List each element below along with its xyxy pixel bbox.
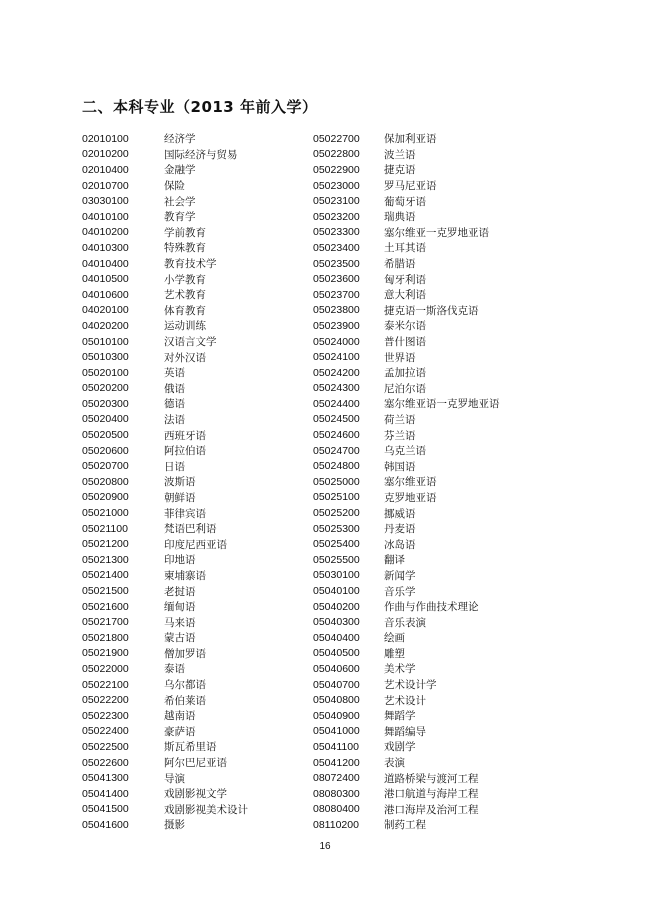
major-name: 戏剧学: [384, 741, 416, 754]
major-name: 朝鲜语: [164, 491, 196, 504]
major-code: 05021300: [82, 553, 129, 566]
major-code: 05022900: [313, 163, 360, 176]
major-row: [313, 786, 500, 802]
major-name: 绘画: [384, 632, 405, 645]
major-row: [313, 692, 500, 708]
major-row: [82, 412, 248, 428]
major-name: 葡萄牙语: [384, 195, 426, 208]
major-name: 土耳其语: [384, 242, 426, 255]
major-row: [82, 193, 248, 209]
major-code: 05020400: [82, 413, 129, 426]
major-row: [313, 474, 500, 490]
major-code: 05021600: [82, 600, 129, 613]
major-code: 05041400: [82, 787, 129, 800]
major-row: [82, 552, 248, 568]
major-code: 02010100: [82, 132, 129, 145]
major-row: [82, 583, 248, 599]
major-code: 04020200: [82, 319, 129, 332]
major-row: [82, 396, 248, 412]
major-code: 05024400: [313, 397, 360, 410]
major-code: 05025300: [313, 522, 360, 535]
major-row: [82, 303, 248, 319]
major-code: 05020700: [82, 460, 129, 473]
major-code: 02010200: [82, 148, 129, 161]
major-row: [82, 630, 248, 646]
major-row: [82, 287, 248, 303]
major-row: [313, 131, 500, 147]
major-name: 老挝语: [164, 585, 196, 598]
major-name: 挪威语: [384, 507, 416, 520]
page-number: 16: [319, 841, 331, 852]
major-code: 05023900: [313, 319, 360, 332]
major-name: 舞蹈学: [384, 710, 416, 723]
major-code: 05023300: [313, 226, 360, 239]
major-code: 05030100: [313, 569, 360, 582]
major-row: [82, 443, 248, 459]
major-row: [82, 147, 248, 163]
major-row: [313, 770, 500, 786]
major-name: 意大利语: [384, 289, 426, 302]
major-row: [313, 209, 500, 225]
major-code: 05040900: [313, 709, 360, 722]
major-row: [313, 739, 500, 755]
major-name: 匈牙利语: [384, 273, 426, 286]
major-code: 05022500: [82, 740, 129, 753]
major-name: 希腊语: [384, 258, 416, 271]
major-name: 音乐学: [384, 585, 416, 598]
major-code: 05025500: [313, 553, 360, 566]
major-code: 05040800: [313, 694, 360, 707]
major-code: 05020900: [82, 491, 129, 504]
major-name: 学前教育: [164, 226, 206, 239]
major-name: 缅甸语: [164, 601, 196, 614]
major-row: [313, 755, 500, 771]
major-name: 乌克兰语: [384, 445, 426, 458]
major-name: 运动训练: [164, 320, 206, 333]
major-name: 艺术设计: [384, 694, 426, 707]
major-name: 英语: [164, 367, 185, 380]
major-name: 印地语: [164, 554, 196, 567]
major-name: 蒙古语: [164, 632, 196, 645]
major-name: 金融学: [164, 164, 196, 177]
major-code: 05010100: [82, 335, 129, 348]
major-row: [313, 536, 500, 552]
major-name: 戏剧影视美术设计: [164, 803, 248, 816]
major-code: 05023800: [313, 304, 360, 317]
major-name: 塞尔维亚一克罗地亚语: [384, 226, 489, 239]
major-row: [82, 692, 248, 708]
major-name: 艺术教育: [164, 289, 206, 302]
major-name: 教育学: [164, 211, 196, 224]
major-row: [82, 209, 248, 225]
major-code: 05020600: [82, 444, 129, 457]
major-row: [313, 162, 500, 178]
major-row: [313, 552, 500, 568]
major-code: 04010300: [82, 241, 129, 254]
major-code: 08110200: [313, 818, 359, 831]
major-row: [313, 271, 500, 287]
major-name: 克罗地亚语: [384, 491, 437, 504]
major-name: 菲律宾语: [164, 507, 206, 520]
major-code: 05021900: [82, 647, 129, 660]
major-name: 美术学: [384, 663, 416, 676]
major-row: [82, 724, 248, 740]
major-row: [313, 708, 500, 724]
major-code: 05024000: [313, 335, 360, 348]
major-name: 特殊教育: [164, 242, 206, 255]
major-name: 梵语巴利语: [164, 523, 217, 536]
major-name: 世界语: [384, 351, 416, 364]
major-name: 艺术设计学: [384, 679, 437, 692]
major-row: [313, 334, 500, 350]
major-name: 戏剧影视文学: [164, 788, 227, 801]
major-name: 舞蹈编导: [384, 725, 426, 738]
major-code: 05024700: [313, 444, 360, 457]
major-row: [313, 396, 500, 412]
major-name: 希伯莱语: [164, 694, 206, 707]
major-code: 05021200: [82, 538, 129, 551]
major-code: 03030100: [82, 195, 129, 208]
major-name: 塞尔维亚语: [384, 476, 437, 489]
major-name: 阿尔巴尼亚语: [164, 757, 227, 770]
section-heading: 二、本科专业（2013 年前入学）: [82, 98, 318, 116]
major-row: [313, 412, 500, 428]
major-code: 05022000: [82, 662, 129, 675]
major-code: 05021000: [82, 507, 129, 520]
major-name: 波斯语: [164, 476, 196, 489]
major-name: 作曲与作曲技术理论: [384, 601, 479, 614]
major-name: 保加利亚语: [384, 133, 437, 146]
major-name: 丹麦语: [384, 523, 416, 536]
major-row: [82, 708, 248, 724]
major-row: [313, 599, 500, 615]
major-name: 芬兰语: [384, 429, 416, 442]
major-row: [82, 349, 248, 365]
major-row: [82, 786, 248, 802]
major-code: 05023100: [313, 195, 360, 208]
major-row: [313, 521, 500, 537]
right-column: [313, 131, 500, 833]
major-row: [313, 568, 500, 584]
major-code: 05021700: [82, 616, 129, 629]
major-code: 05041000: [313, 725, 360, 738]
major-row: [82, 178, 248, 194]
major-name: 制药工程: [384, 819, 426, 832]
major-row: [313, 646, 500, 662]
major-code: 02010700: [82, 179, 129, 192]
major-row: [313, 178, 500, 194]
major-code: 05024500: [313, 413, 360, 426]
major-name: 泰语: [164, 663, 185, 676]
major-row: [82, 599, 248, 615]
major-code: 05023400: [313, 241, 360, 254]
major-row: [82, 474, 248, 490]
major-code: 04010400: [82, 257, 129, 270]
major-code: 05020100: [82, 366, 129, 379]
major-code: 08080300: [313, 787, 360, 800]
major-code: 05023500: [313, 257, 360, 270]
major-code: 05024200: [313, 366, 360, 379]
major-row: [313, 677, 500, 693]
major-name: 僧加罗语: [164, 647, 206, 660]
major-name: 社会学: [164, 195, 196, 208]
major-code: 05024600: [313, 429, 360, 442]
major-name: 塞尔维亚语一克罗地亚语: [384, 398, 500, 411]
major-name: 西班牙语: [164, 429, 206, 442]
major-name: 体育教育: [164, 304, 206, 317]
major-code: 04020100: [82, 304, 129, 317]
major-name: 导演: [164, 772, 185, 785]
major-name: 瑞典语: [384, 211, 416, 224]
major-row: [82, 225, 248, 241]
major-code: 05020500: [82, 429, 129, 442]
major-code: 04010600: [82, 288, 129, 301]
major-name: 荷兰语: [384, 413, 416, 426]
major-code: 05025200: [313, 507, 360, 520]
major-name: 乌尔都语: [164, 679, 206, 692]
major-code: 05023700: [313, 288, 360, 301]
major-row: [313, 505, 500, 521]
major-name: 孟加拉语: [384, 367, 426, 380]
major-name: 马来语: [164, 616, 196, 629]
major-code: 05040200: [313, 600, 360, 613]
major-code: 05041200: [313, 756, 360, 769]
major-name: 斯瓦希里语: [164, 741, 217, 754]
major-row: [313, 318, 500, 334]
major-row: [313, 256, 500, 272]
major-name: 音乐表演: [384, 616, 426, 629]
major-name: 尼泊尔语: [384, 382, 426, 395]
major-name: 翻译: [384, 554, 405, 567]
major-name: 印度尼西亚语: [164, 538, 227, 551]
major-row: [313, 817, 500, 833]
major-code: 04010100: [82, 210, 129, 223]
major-code: 05020800: [82, 475, 129, 488]
major-code: 05022800: [313, 148, 360, 161]
major-name: 普什图语: [384, 336, 426, 349]
major-name: 捷克语一斯洛伐克语: [384, 304, 479, 317]
major-row: [313, 381, 500, 397]
major-name: 港口航道与海岸工程: [384, 788, 479, 801]
major-name: 新闻学: [384, 569, 416, 582]
major-row: [313, 365, 500, 381]
major-name: 雕塑: [384, 647, 405, 660]
major-row: [82, 614, 248, 630]
major-name: 表演: [384, 757, 405, 770]
major-row: [313, 240, 500, 256]
major-code: 05021800: [82, 631, 129, 644]
major-name: 罗马尼亚语: [384, 180, 437, 193]
major-row: [82, 240, 248, 256]
major-code: 05023200: [313, 210, 360, 223]
major-row: [313, 661, 500, 677]
major-row: [313, 303, 500, 319]
major-code: 05022100: [82, 678, 129, 691]
major-row: [313, 724, 500, 740]
major-code: 05024800: [313, 460, 360, 473]
major-name: 柬埔寨语: [164, 569, 206, 582]
major-code: 05021100: [82, 522, 128, 535]
major-row: [82, 458, 248, 474]
major-row: [313, 458, 500, 474]
major-code: 05040700: [313, 678, 360, 691]
major-name: 汉语言文学: [164, 336, 217, 349]
major-row: [82, 271, 248, 287]
major-name: 经济学: [164, 133, 196, 146]
major-code: 05025100: [313, 491, 360, 504]
major-code: 05041300: [82, 772, 129, 785]
major-code: 05020300: [82, 397, 129, 410]
major-code: 08072400: [313, 772, 360, 785]
major-name: 保险: [164, 180, 185, 193]
major-name: 波兰语: [384, 148, 416, 161]
major-row: [313, 147, 500, 163]
major-code: 05040500: [313, 647, 360, 660]
major-code: 04010500: [82, 273, 129, 286]
major-row: [82, 490, 248, 506]
major-code: 05022700: [313, 132, 360, 145]
major-name: 小学教育: [164, 273, 206, 286]
major-row: [82, 318, 248, 334]
major-code: 05040600: [313, 662, 360, 675]
major-row: [82, 381, 248, 397]
major-code: 05023600: [313, 273, 360, 286]
major-code: 02010400: [82, 163, 129, 176]
major-code: 05041100: [313, 740, 359, 753]
major-row: [82, 568, 248, 584]
major-code: 05010300: [82, 351, 129, 364]
major-code: 05022300: [82, 709, 129, 722]
major-row: [82, 334, 248, 350]
major-code: 05024300: [313, 382, 360, 395]
major-row: [82, 505, 248, 521]
major-row: [313, 630, 500, 646]
left-column: [82, 131, 248, 833]
major-code: 05025000: [313, 475, 360, 488]
major-name: 国际经济与贸易: [164, 148, 238, 161]
major-code: 05041600: [82, 818, 129, 831]
major-code: 08080400: [313, 803, 360, 816]
major-row: [82, 677, 248, 693]
major-row: [313, 443, 500, 459]
major-row: [313, 614, 500, 630]
major-name: 日语: [164, 460, 185, 473]
major-code: 05040100: [313, 585, 360, 598]
major-row: [82, 256, 248, 272]
major-code: 05040300: [313, 616, 360, 629]
major-name: 韩国语: [384, 460, 416, 473]
major-name: 泰米尔语: [384, 320, 426, 333]
major-row: [82, 365, 248, 381]
major-code: 05024100: [313, 351, 360, 364]
major-row: [82, 646, 248, 662]
major-name: 捷克语: [384, 164, 416, 177]
major-code: 05022400: [82, 725, 129, 738]
major-code: 05022200: [82, 694, 129, 707]
major-row: [313, 349, 500, 365]
major-name: 对外汉语: [164, 351, 206, 364]
major-row: [313, 490, 500, 506]
major-code: 05023000: [313, 179, 360, 192]
major-row: [82, 817, 248, 833]
major-row: [313, 802, 500, 818]
major-row: [313, 287, 500, 303]
major-name: 港口海岸及治河工程: [384, 803, 479, 816]
major-name: 豪萨语: [164, 725, 196, 738]
major-name: 教育技术学: [164, 258, 217, 271]
major-row: [82, 427, 248, 443]
major-code: 05041500: [82, 803, 129, 816]
major-code: 05021500: [82, 585, 129, 598]
major-name: 越南语: [164, 710, 196, 723]
major-name: 俄语: [164, 382, 185, 395]
major-name: 阿拉伯语: [164, 445, 206, 458]
major-name: 道路桥梁与渡河工程: [384, 772, 479, 785]
major-code: 04010200: [82, 226, 129, 239]
major-row: [82, 770, 248, 786]
major-name: 冰岛语: [384, 538, 416, 551]
major-name: 摄影: [164, 819, 185, 832]
major-code: 05022600: [82, 756, 129, 769]
major-row: [313, 427, 500, 443]
major-row: [82, 802, 248, 818]
major-row: [82, 739, 248, 755]
major-row: [82, 521, 248, 537]
major-code: 05040400: [313, 631, 360, 644]
major-code: 05021400: [82, 569, 129, 582]
major-row: [82, 755, 248, 771]
major-code: 05025400: [313, 538, 360, 551]
major-row: [313, 225, 500, 241]
major-row: [82, 536, 248, 552]
major-row: [82, 131, 248, 147]
major-row: [313, 583, 500, 599]
major-name: 德语: [164, 398, 185, 411]
major-name: 法语: [164, 413, 185, 426]
major-code: 05020200: [82, 382, 129, 395]
major-row: [313, 193, 500, 209]
major-row: [82, 162, 248, 178]
major-row: [82, 661, 248, 677]
